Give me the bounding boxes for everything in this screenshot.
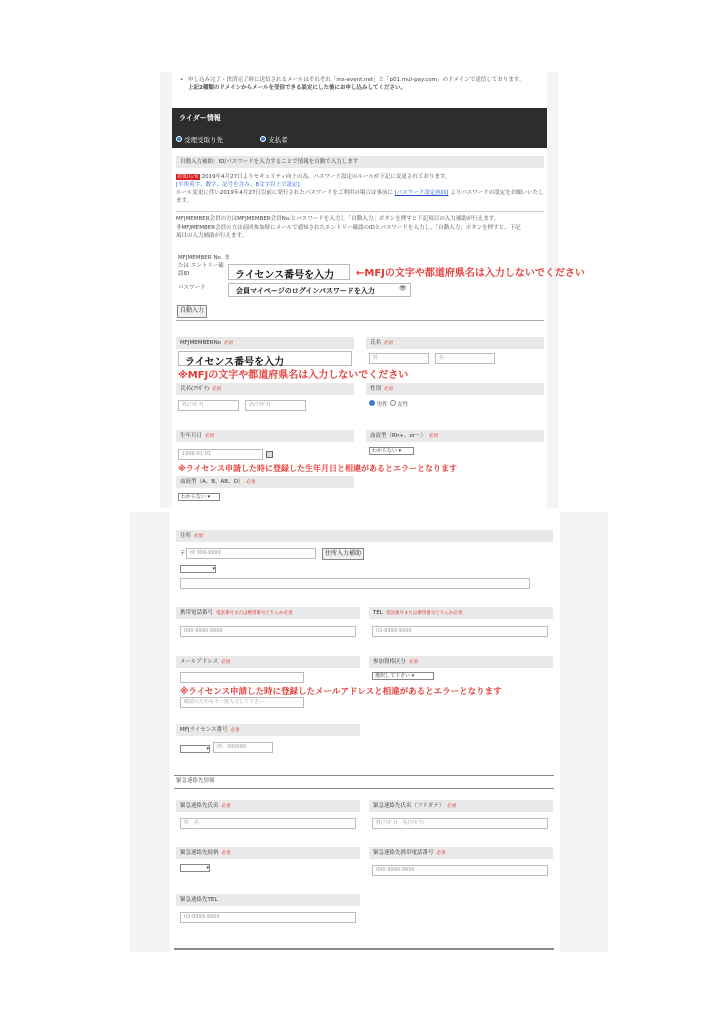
member-note-2: 非MFJMEMBER会員の方は前回参加時にメールで通知されたエントリー確認のIDとパスワードを入力し、「自動入力」ボタンを押すと、下記項目の入力補助が行えます。	[176, 225, 521, 239]
chevron-down-icon: ▾	[398, 448, 402, 454]
blood-abo-label: 血液型（A、B、AB、O）	[180, 479, 244, 485]
blood-abo-label-bar	[176, 476, 354, 488]
gender-male-label: 男性	[376, 402, 388, 408]
top-screenshot	[172, 72, 585, 508]
birth-label-bar	[176, 430, 354, 442]
member-id-input[interactable]	[228, 264, 350, 280]
notice-badge: お知らせ	[177, 174, 199, 180]
notice-line2: 上記2種類のドメインからメールを受信できる設定にした後にお申し込みしてください。	[188, 85, 407, 91]
rule-text-b: よりパスワードの設定をお願いいたします。	[176, 190, 544, 204]
member-id-label	[178, 254, 230, 278]
tel-label: TEL	[373, 610, 383, 616]
category-label-bar	[369, 656, 553, 668]
address-label: 住所	[180, 533, 192, 539]
mfj-no-hint: ライセンス番号を入力	[185, 357, 285, 368]
blood-rh-label: 血液型（Rh+、or－）	[370, 433, 427, 439]
mfj-no-label-bar	[176, 337, 354, 349]
em-mobile-input[interactable]: 090-9999-9999	[372, 865, 548, 876]
category-value: 選択して下さい	[375, 673, 411, 679]
rider-section-header	[172, 108, 547, 148]
member-id-label-3: 認ID	[178, 271, 190, 277]
em-kana-label: 緊急連絡先氏名（フリガナ）	[373, 803, 445, 809]
chevron-down-icon: ▾	[206, 746, 209, 752]
em-tel-label-bar	[176, 894, 360, 906]
name-last-input[interactable]: 姓	[369, 353, 429, 364]
divider	[174, 788, 554, 789]
em-tel-label: 緊急連絡先TEL	[180, 897, 218, 903]
auto-input-heading: 自動入力補助：ID/パスワードを入力することで情報を自動で入力します	[176, 156, 544, 168]
required-badge: 必須	[447, 804, 457, 809]
email-label-bar	[176, 656, 360, 668]
member-id-label-2: たは エントリー確	[178, 263, 224, 269]
blood-rh-label-bar	[366, 430, 544, 442]
tel-label-bar	[369, 607, 553, 619]
category-label: 参加資格区分	[373, 659, 407, 665]
tel-note: 電話番号または携帯番号どちらか必須	[385, 611, 463, 616]
reset-link[interactable]: [パスワード設定画面]	[394, 190, 449, 196]
required-badge: 必須	[246, 480, 256, 485]
required-badge: 必須	[212, 387, 222, 392]
chevron-down-icon: ▾	[411, 673, 415, 679]
address-assist-button[interactable]: 住所入力補助	[322, 548, 364, 560]
address-input[interactable]	[180, 578, 530, 589]
em-mobile-label-bar	[369, 847, 553, 859]
license-prefix-select[interactable]	[180, 745, 210, 753]
member-id-label-1: MFJMEMBER No. ま	[178, 255, 230, 261]
eye-icon[interactable]: 👁	[399, 285, 407, 292]
rider-section-title: ライダー情報	[179, 114, 221, 122]
required-badge: 必須	[221, 851, 231, 856]
notice-bullet: •	[180, 77, 184, 83]
mfj-no-annotation: ※MFJの文字や都道府県名は入力しないでください	[178, 370, 409, 381]
em-mobile-label: 緊急連絡先携帯電話番号	[373, 850, 434, 856]
blood-rh-select[interactable]	[369, 447, 414, 455]
license-input-hint: ライセンス番号を入力	[235, 270, 335, 281]
em-kana-input[interactable]: 姓(ﾌﾘｶﾞﾅ) 名(ﾌﾘｶﾞﾅ)	[372, 818, 548, 829]
mfj-no-input[interactable]	[178, 351, 352, 366]
tab-receiver[interactable]	[176, 135, 223, 144]
required-badge: 必須	[205, 434, 215, 439]
chevron-down-icon: ▾	[206, 865, 209, 871]
em-tel-input[interactable]: 03-9999-9999	[180, 912, 356, 923]
birth-annotation: ※ライセンス申請した時に登録した生年月日と相違があるとエラーとなります	[178, 464, 458, 473]
chevron-down-icon: ▾	[207, 494, 211, 500]
required-badge: 必須	[224, 341, 234, 346]
zip-mark: 〒	[180, 551, 186, 557]
mobile-note: 電話番号または携帯番号どちらか必須	[216, 611, 293, 616]
required-badge: 必須	[409, 660, 419, 665]
divider	[174, 948, 554, 950]
radio-male[interactable]	[369, 400, 375, 406]
required-badge: 必須	[429, 434, 439, 439]
notice-text: 2019年4月27日よりセキュリティ向上の為、パスワード設定のルールが下記に変更されております。	[201, 174, 451, 180]
name-first-input[interactable]: 名	[435, 353, 495, 364]
rule-text	[176, 189, 544, 205]
divider	[176, 211, 544, 212]
email-annotation: ※ライセンス申請した時に登録したメールアドレスと相違があるとエラーとなります	[180, 687, 502, 697]
arrow-annotation: ←MFJの文字や都道府県名は入力しないでください	[356, 268, 585, 279]
license-label-bar	[176, 724, 360, 736]
notice-line1: 申し込み完了・決済完了時に送信されるメールはそれぞれ「ms-event.net」と「p01.mul-pay.com」のドメインで送信しております。	[188, 77, 525, 83]
auto-input-notice	[176, 173, 544, 181]
gender-radio-group	[369, 400, 408, 409]
gender-female-label: 女性	[397, 402, 409, 408]
em-name-label-bar	[176, 800, 360, 812]
license-label: MFJライセンス番号	[180, 727, 228, 733]
em-name-label: 緊急連絡先氏名	[180, 803, 219, 809]
mfj-no-label: MFJMEMBERNo	[180, 340, 222, 346]
category-select[interactable]	[372, 672, 434, 680]
kana-first-input[interactable]: 名(ﾌﾘｶﾞﾅ)	[245, 400, 306, 411]
divider	[174, 775, 554, 776]
emergency-section-title: 緊急連絡先情報	[176, 778, 215, 784]
tel-input[interactable]: 03-9999-9999	[372, 626, 548, 637]
blood-abo-select[interactable]	[178, 493, 220, 501]
required-badge: 必須	[221, 660, 231, 665]
rule-link[interactable]: [半角英字、数字、記号を含み、8文字以上で設定]	[176, 182, 300, 188]
blood-abo-value: わからない	[181, 494, 207, 500]
mobile-label-bar	[176, 607, 360, 619]
birth-input[interactable]: 1999-01-01	[178, 449, 263, 460]
tab-payer-label: 支払者	[268, 136, 288, 144]
address-label-bar	[176, 530, 553, 542]
email-label: メールアドレス	[180, 659, 219, 665]
email-input[interactable]	[180, 672, 304, 683]
prefecture-select[interactable]	[180, 565, 216, 573]
divider	[176, 320, 544, 321]
bottom-screenshot	[170, 512, 560, 952]
required-badge: 必須	[221, 804, 231, 809]
calendar-icon[interactable]	[266, 451, 273, 458]
required-badge: 必須	[436, 851, 446, 856]
required-badge: 必須	[194, 534, 204, 539]
license-input[interactable]: 例：000000	[213, 742, 273, 753]
em-relation-label-bar	[176, 847, 360, 859]
radio-female[interactable]	[390, 400, 396, 406]
chevron-down-icon: ▾	[212, 566, 215, 572]
rule-text-a: ルール変更に伴い2019年4月27日以前に発行されたパスワードをご利用の場合は事前に	[176, 190, 393, 196]
em-relation-label: 緊急連絡先続柄	[180, 850, 219, 856]
radio-dot-icon	[176, 136, 182, 142]
kana-label-bar	[176, 383, 354, 395]
member-note-1: MFJMEMBER会員の方はMFJMEMBER会員No.とパスワードを入力し「自動入力」ボタンを押すと下記項目の入力補助が行えます。	[176, 216, 500, 222]
name-label: 氏名	[370, 340, 382, 346]
kana-label: 氏名(ﾌﾘｶﾞﾅ)	[180, 386, 210, 392]
password-label: パスワード	[178, 285, 206, 291]
em-name-input[interactable]: 姓 名	[180, 818, 356, 829]
auto-input-button[interactable]: 自動入力	[177, 305, 207, 318]
required-badge: 必須	[230, 728, 240, 733]
required-badge: 必須	[384, 341, 394, 346]
mobile-input[interactable]: 090-9999-9999	[180, 626, 356, 637]
radio-dot-icon	[260, 136, 266, 142]
password-input-hint: 会員マイページのログインパスワードを入力	[236, 287, 375, 295]
tab-payer[interactable]	[260, 135, 288, 144]
email-confirm-input[interactable]: 確認のためもう一度入力して下さい	[180, 697, 304, 708]
kana-last-input[interactable]: 姓(ﾌﾘｶﾞﾅ)	[178, 400, 239, 411]
required-badge: 必須	[384, 387, 394, 392]
zip-input[interactable]: 例 999-9999	[186, 548, 316, 559]
em-relation-select[interactable]	[180, 864, 210, 872]
em-kana-label-bar	[369, 800, 553, 812]
name-label-bar	[366, 337, 544, 349]
mobile-label: 携帯電話番号	[180, 610, 214, 616]
birth-label: 生年月日	[180, 433, 203, 439]
gender-label-bar	[366, 383, 544, 395]
blood-rh-value: わからない	[372, 448, 398, 454]
gender-label: 性別	[370, 386, 382, 392]
tab-receiver-label: 受理受取り先	[184, 136, 224, 144]
password-input[interactable]	[228, 283, 411, 297]
